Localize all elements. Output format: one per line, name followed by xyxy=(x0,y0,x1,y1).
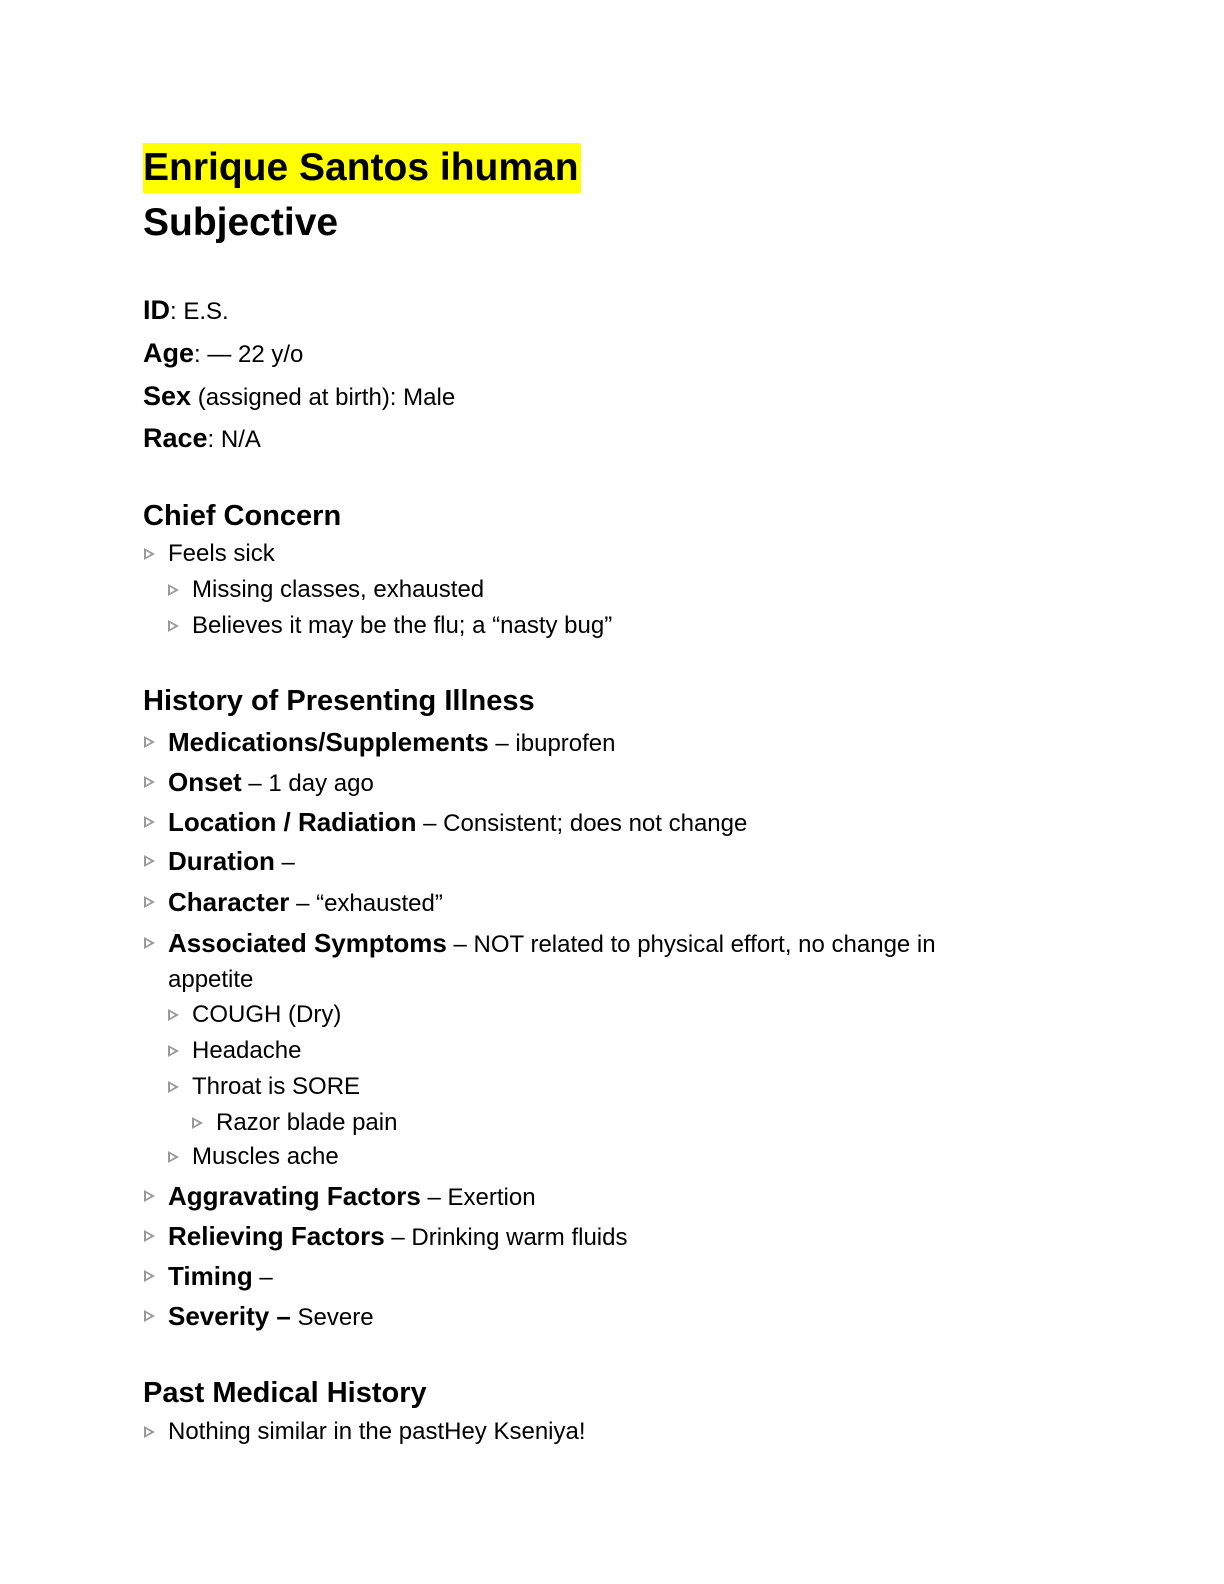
list-item xyxy=(168,1260,273,1294)
bullet-icon xyxy=(144,855,155,867)
list-item: COUGH (Dry) xyxy=(192,1001,342,1028)
list-item xyxy=(168,1220,627,1254)
list-item: Throat is SORE xyxy=(192,1073,361,1100)
bullet-icon xyxy=(168,620,179,632)
bullet-icon xyxy=(144,1310,155,1322)
bullet-icon xyxy=(168,1151,179,1163)
id-label: ID xyxy=(143,295,170,325)
item-label: Location / Radiation xyxy=(168,807,417,837)
item-label: Character xyxy=(168,887,290,917)
list-item xyxy=(168,845,295,879)
sex-label: Sex xyxy=(143,381,192,411)
bullet-icon xyxy=(144,736,155,748)
age-value: : — 22 y/o xyxy=(194,341,304,368)
document-title: Enrique Santos ihuman xyxy=(143,143,581,193)
race-value: : N/A xyxy=(207,426,261,453)
id-field xyxy=(143,294,229,328)
list-item: Nothing similar in the pastHey Kseniya! xyxy=(168,1418,586,1445)
item-label: Severity – xyxy=(168,1301,291,1331)
item-label: Onset xyxy=(168,767,242,797)
bullet-icon xyxy=(144,1426,155,1438)
list-item xyxy=(168,886,443,920)
race-field xyxy=(143,422,261,456)
bullet-icon xyxy=(144,776,155,788)
age-field xyxy=(143,337,303,371)
list-item xyxy=(168,806,747,840)
list-item-continuation: appetite xyxy=(168,966,254,993)
hpi-heading: History of Presenting Illness xyxy=(143,685,535,717)
sex-field xyxy=(143,380,455,414)
bullet-icon xyxy=(144,816,155,828)
bullet-icon xyxy=(144,937,155,949)
list-item xyxy=(168,1180,536,1214)
bullet-icon xyxy=(168,1081,179,1093)
bullet-icon xyxy=(144,1270,155,1282)
item-label: Relieving Factors xyxy=(168,1221,385,1251)
pmh-heading: Past Medical History xyxy=(143,1377,427,1409)
list-item: Feels sick xyxy=(168,540,275,567)
item-text: – xyxy=(274,849,295,876)
list-item: Missing classes, exhausted xyxy=(192,576,485,603)
list-item xyxy=(168,766,374,800)
item-label: Medications/Supplements xyxy=(168,727,489,757)
section-title-subjective: Subjective xyxy=(143,201,339,244)
item-label: Duration xyxy=(168,846,275,876)
item-text: – ibuprofen xyxy=(488,730,616,757)
bullet-icon xyxy=(168,1009,179,1021)
item-text: – NOT related to physical effort, no change in xyxy=(446,931,936,958)
item-text: – xyxy=(252,1264,273,1291)
race-label: Race xyxy=(143,423,208,453)
item-label: Timing xyxy=(168,1261,253,1291)
item-label: Aggravating Factors xyxy=(168,1181,421,1211)
list-item: Muscles ache xyxy=(192,1143,339,1170)
item-text: – Drinking warm fluids xyxy=(384,1224,628,1251)
bullet-icon xyxy=(168,584,179,596)
list-item: Headache xyxy=(192,1037,302,1064)
list-item: Razor blade pain xyxy=(216,1109,398,1136)
item-text: – “exhausted” xyxy=(289,890,443,917)
bullet-icon xyxy=(144,548,155,560)
bullet-icon xyxy=(144,1190,155,1202)
bullet-icon xyxy=(144,1230,155,1242)
bullet-icon xyxy=(144,896,155,908)
item-text: – Exertion xyxy=(420,1184,536,1211)
item-text: – 1 day ago xyxy=(241,770,374,797)
item-text: Severe xyxy=(290,1304,374,1331)
bullet-icon xyxy=(192,1117,203,1129)
list-item xyxy=(168,1300,374,1334)
age-label: Age xyxy=(143,338,195,368)
id-value: : E.S. xyxy=(170,298,229,325)
sex-value: (assigned at birth): Male xyxy=(191,384,456,411)
bullet-icon xyxy=(168,1045,179,1057)
list-item: Believes it may be the flu; a “nasty bug” xyxy=(192,612,613,639)
chief-concern-heading: Chief Concern xyxy=(143,500,342,532)
item-text: – Consistent; does not change xyxy=(416,810,748,837)
list-item xyxy=(168,927,936,961)
item-label: Associated Symptoms xyxy=(168,928,447,958)
list-item xyxy=(168,726,616,760)
